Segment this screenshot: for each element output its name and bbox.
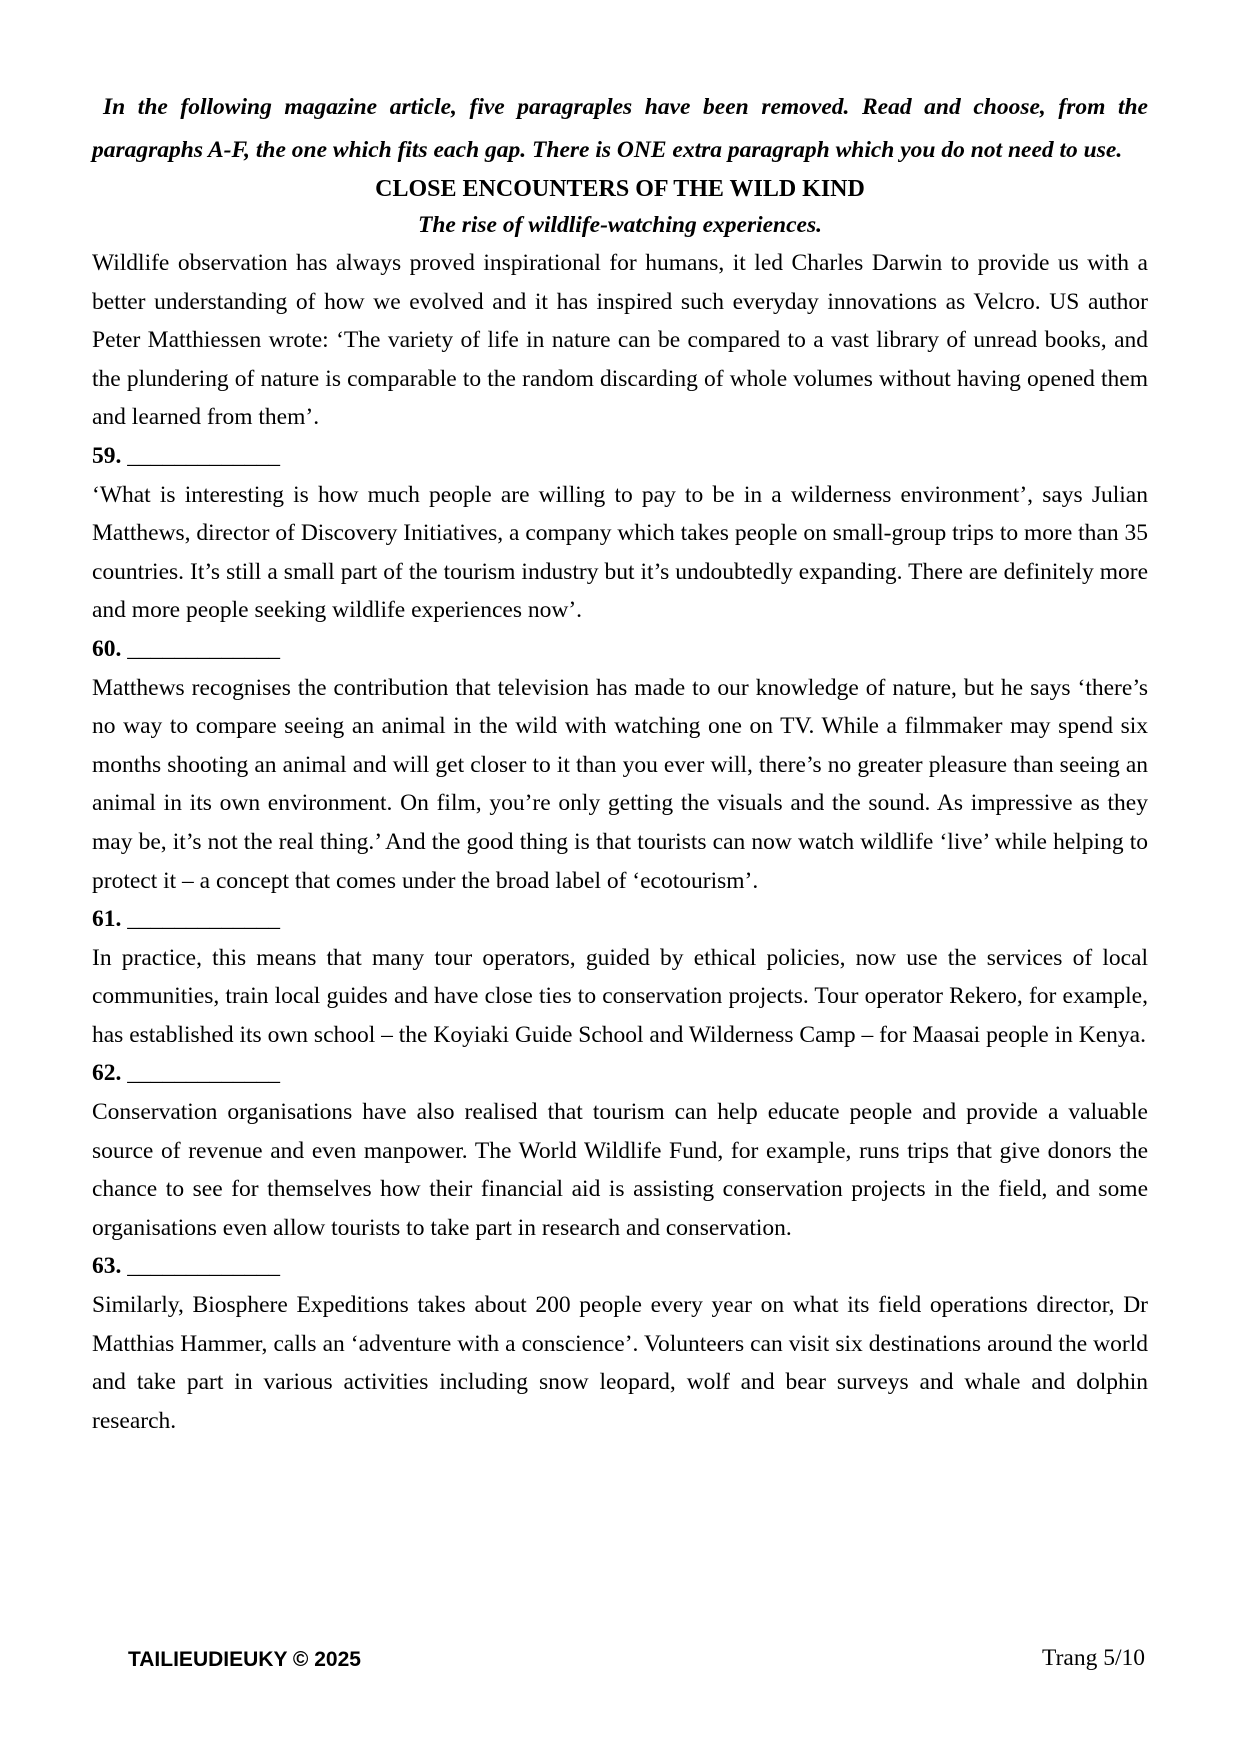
article-paragraph: Matthews recognises the contribution that television has made to our knowledge of nature, but he says ‘there’s no way to compare seeing an animal in the wild with watching one on TV. While a filmmaker may spend six months shooting an animal and will get closer to it than you ever will, there’s no greater pleasure than seeing an animal in its own environment. On film, you’re only getting the visuals and the sound. As impressive as they may be, it’s not the real thing.’ And the good thing is that tourists can now watch wildlife ‘live’ while helping to protect it – a concept that comes under the broad label of ‘ecotourism’.: [92, 674, 1148, 894]
article-title: CLOSE ENCOUNTERS OF THE WILD KIND: [375, 176, 865, 202]
article-paragraph: ‘What is interesting is how much people are willing to pay to be in a wilderness environment’, says Julian Matthews, director of Discovery Initiatives, a company which takes people on small-group trips to more than 35 countries. It’s still a small part of the tourism industry but it’s undoubtedly expanding. There are definitely more and more people seeking wildlife experiences now’.: [92, 481, 1148, 624]
gap-blank-line: _____________: [127, 635, 280, 662]
gap-blank-line: _____________: [127, 1253, 280, 1280]
gap-blank-line: _____________: [127, 442, 280, 469]
gap-number: 62.: [92, 1060, 122, 1087]
article-paragraph: Similarly, Biosphere Expeditions takes about 200 people every year on what its field operations director, Dr Matthias Hammer, calls an ‘adventure with a conscience’. Volunteers can visit six destinations around the world and take part in various activities including snow leopard, wolf and bear surveys and whale and dolphin research.: [92, 1292, 1148, 1434]
page-content: [92, 86, 1148, 1440]
article-subtitle: The rise of wildlife-watching experiences.: [417, 212, 823, 238]
page-footer: [0, 1645, 1241, 1685]
page-number: Trang 5/10: [1042, 1645, 1145, 1671]
gap-item-62: [92, 1054, 1148, 1093]
article-paragraph: Wildlife observation has always proved inspirational for humans, it led Charles Darwin to provide us with a better understanding of how we evolved and it has inspired such everyday innovations as Velcro. US author Peter Matthiessen wrote: ‘The variety of life in nature can be compared to a vast library of unread books, and the plundering of nature is comparable to the random discarding of whole volumes without having opened them and learned from them’.: [92, 250, 1148, 431]
gap-number: 63.: [92, 1253, 122, 1280]
article-paragraph: In practice, this means that many tour operators, guided by ethical policies, now use the services of local communities, train local guides and have close ties to conservation projects. Tour operator Rekero, for example, has established its own school – the Koyiaki Guide School and Wilderness Camp – for Maasai people in Kenya.: [92, 944, 1148, 1048]
gap-item-61: [92, 900, 1148, 939]
article-paragraph: Conservation organisations have also realised that tourism can help educate people and provide a valuable source of revenue and even manpower. The World Wildlife Fund, for example, runs trips that give donors the chance to see for themselves how their financial aid is assisting conservation projects in the field, and some organisations even allow tourists to take part in research and conservation.: [92, 1099, 1148, 1241]
gap-item-63: [92, 1247, 1148, 1286]
gap-number: 60.: [92, 635, 122, 662]
gap-number: 59.: [92, 442, 122, 469]
gap-number: 61.: [92, 906, 122, 933]
task-instructions: In the following magazine article, five paragraples have been removed. Read and choose, from the paragraphs A-F, the one which fits each gap. There is ONE extra paragraph which you do not need to use.: [92, 94, 1148, 163]
gap-blank-line: _____________: [127, 906, 280, 933]
watermark-text: TAILIEUDIEUKY © 2025: [128, 1648, 361, 1671]
gap-item-59: [92, 437, 1148, 476]
gap-blank-line: _____________: [127, 1060, 280, 1087]
gap-item-60: [92, 630, 1148, 669]
